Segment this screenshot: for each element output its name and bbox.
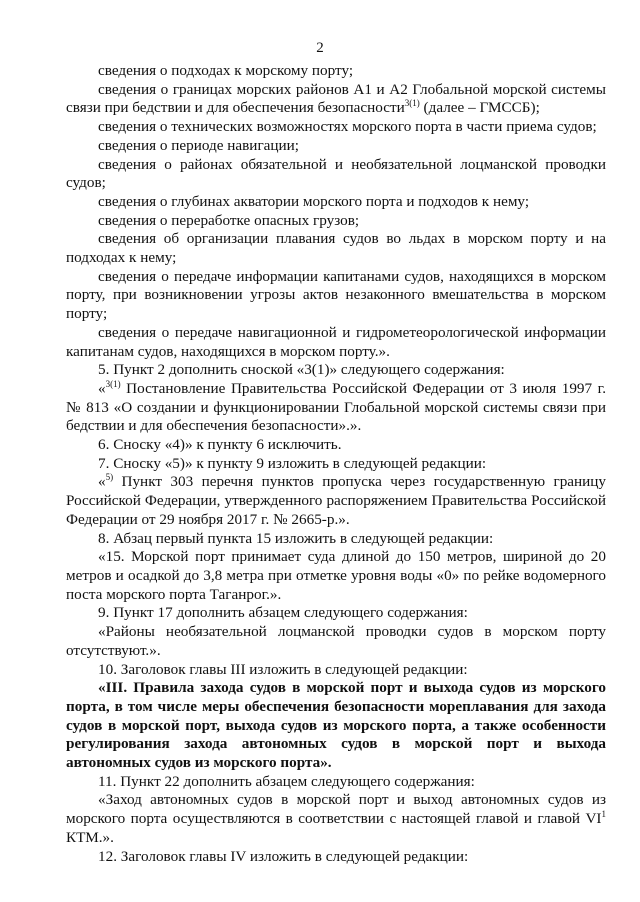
paragraph-item-15-text: «15. Морской порт принимает суда длиной до 150 метров, шириной до 20 метров и осадкой до 3,8 метра при отметке уровня воды «0» по рейке водомерного поста морского порта Таганрог.». [66,548,606,603]
paragraph-approaches: сведения о подходах к морскому порту; [98,62,354,79]
paragraph-footnote-5: «$^{5)}$ Пункт 303 перечня пунктов пропуска через государственную границу Российской Федерации, утвержденного распоряжением Правительства Российской Федерации от 29 ноября 2017 г. № 2665-р.». [66,472,606,528]
paragraph-sea-areas: сведения о границах морских районов А1 и А2 Глобальной морской системы связи при бедствии и для обеспечения безопасности$^{3(1)}$ (далее – ГМССБ); [66,80,606,117]
paragraph-navigation-period: сведения о периоде навигации; [98,136,300,154]
paragraph-pilotage-absent: «Районы необязательной лоцманской проводки судов в морском порту отсутствуют.». [66,623,606,659]
footnote-ref: 3(1) [404,98,420,109]
paragraph-item-6: 6. Сноску «4)» к пункту 6 исключить. [98,436,342,454]
paragraph-depths: сведения о глубинах акватории морского порта и подходов к нему; [98,192,530,210]
paragraph-item-10: 10. Заголовок главы III изложить в следующей редакции: [98,660,468,678]
paragraph-item-11: 11. Пункт 22 дополнить абзацем следующего содержания: [98,772,475,790]
paragraph-pilotage-areas: сведения о районах обязательной и необязательной лоцманской проводки судов; [66,155,606,192]
paragraph-item-7: 7. Сноску «5)» к пункту 9 изложить в следующей редакции: [98,454,487,472]
footnote-ref: 3(1) [105,378,121,389]
footnote-ref: 5) [105,472,114,483]
document-body [66,62,606,866]
page-number: 2 [316,40,324,56]
paragraph-navigation-info: сведения о передаче навигационной и гидрометеорологической информации капитанам судов, находящихся в морском порту.». [66,323,606,360]
paragraph-item-8: 8. Абзац первый пункта 15 изложить в следующей редакции: [98,529,494,547]
paragraph-item-5: 5. Пункт 2 дополнить сноской «3(1)» следующего содержания: [98,361,505,379]
paragraph-ice-navigation: сведения об организации плавания судов во льдах в морском порту и на подходах к нему; [66,230,606,267]
paragraph-item-9: 9. Пункт 17 дополнить абзацем следующего содержания: [98,604,468,622]
paragraph-security-threats: сведения о передаче информации капитанами судов, находящихся в морском порту, при возникновении угрозы актов незаконного вмешательства в морском порту; [66,267,606,323]
footnote-ref: 1 [601,809,606,820]
paragraph-dangerous-goods: сведения о переработке опасных грузов; [98,211,360,229]
paragraph-item-12: 12. Заголовок главы IV изложить в следующей редакции: [98,847,469,865]
paragraph-technical-capabilities: сведения о технических возможностях морского порта в части приема судов; [98,118,597,136]
paragraph-footnote-3-1: «$^{3(1)}$ Постановление Правительства Российской Федерации от 3 июля 1997 г. № 813 «О создании и функционировании Глобальной морской системы связи при бедствии и для обеспечения безопасности».». [66,378,606,435]
paragraph-autonomous-vessels: «Заход автономных судов в морской порт и выход автономных судов из морского порта осуществляются в соответствии с настоящей главой и главой $VI^1$ КТМ.». [66,791,606,846]
chapter-3-heading: «III. Правила захода судов в морской порт и выхода судов из морского порта, в том числе меры обеспечения безопасности мореплавания для захода судов в морской порт, выхода судов из морского порта, а также особенности регулирования захода автономных судов в морской порт и выхода автономных судов из морского порта». [66,679,606,772]
